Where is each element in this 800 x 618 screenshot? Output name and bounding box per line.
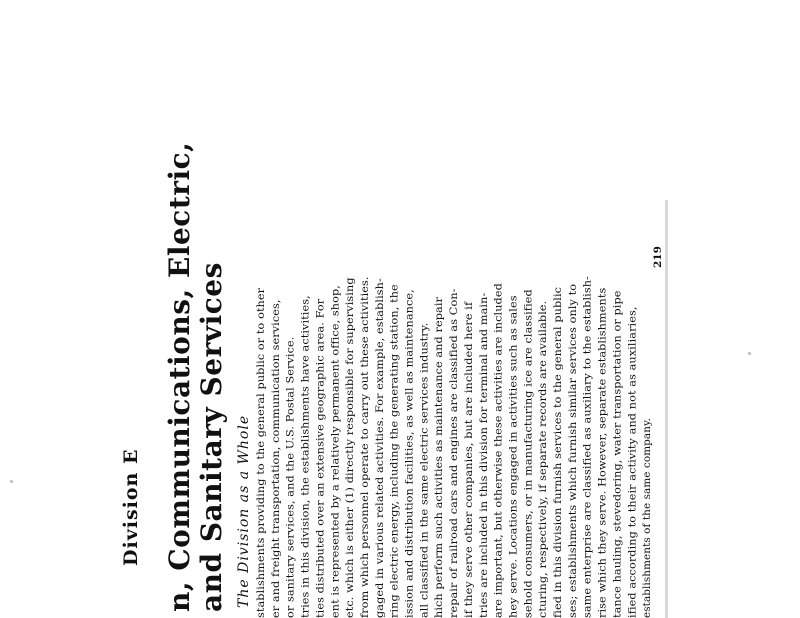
body-line: tries are included in this division for terminal and main-	[477, 292, 490, 618]
page-number: 219	[652, 246, 664, 268]
body-line: rise which they serve. However, separate establishments	[596, 287, 609, 618]
body-line: cturing, respectively, if separate records are available.	[537, 300, 550, 618]
scan-speck	[10, 480, 13, 483]
body-line: ified according to their activity and not as auxiliaries,	[626, 306, 639, 618]
body-line: establishments of the same company.	[641, 418, 654, 618]
title-line-2: and Sanitary Services	[195, 262, 228, 612]
body-line: ses; establishments which furnish similar services only to	[566, 283, 579, 618]
body-line: or sanitary services, and the U.S. Postal Service.	[284, 336, 297, 618]
title-line-1: n, Communications, Electric,	[163, 141, 196, 612]
body-line: er and freight transportation, communication services,	[269, 299, 282, 618]
body-line: stablishments providing to the general public or to other	[255, 287, 267, 618]
body-line: tance hauling, stevedoring, water transportation or pipe	[611, 290, 624, 618]
body-line: all classified in the same electric services industry.	[418, 322, 431, 618]
body-line: ission and distribution facilities, as well as maintenance,	[403, 289, 416, 618]
body-line: same enterprise are classified as auxiliary to the establish-	[581, 276, 594, 618]
body-line: hich perform such activities as maintenance and repair	[433, 297, 446, 618]
body-line: ties distributed over an extensive geographic area. For	[314, 298, 327, 618]
division-label: Division E	[120, 448, 142, 566]
body-line: etc. which is either (1) directly responsible for supervising	[344, 277, 357, 618]
body-line: tries in this division, the establishments have activities,	[299, 295, 312, 618]
scan-edge-shadow	[665, 200, 668, 618]
body-line: ring electric energy, including the generating station, the	[388, 284, 401, 618]
body-line: are important, but otherwise these activities are included	[492, 283, 505, 618]
scan-speck	[748, 352, 751, 355]
body-line: repair of railroad cars and engines are classified as Con-	[448, 288, 461, 618]
body-line: gaged in various related activities. For example, establish-	[373, 278, 386, 618]
body-line: hey serve. Locations engaged in activities such as sales	[507, 295, 520, 618]
body-line: ent is represented by a relatively permanent office, shop,	[329, 285, 342, 618]
body-line: if they serve other companies, but are included here if	[462, 301, 475, 618]
section-heading: The Division as a Whole	[236, 414, 252, 608]
body-line: sehold consumers, or in manufacturing ice are classified	[522, 289, 535, 618]
body-line: fied in this division furnish services to the general public	[552, 286, 564, 618]
body-line: from which personnel operate to carry out these activities.	[358, 276, 371, 618]
